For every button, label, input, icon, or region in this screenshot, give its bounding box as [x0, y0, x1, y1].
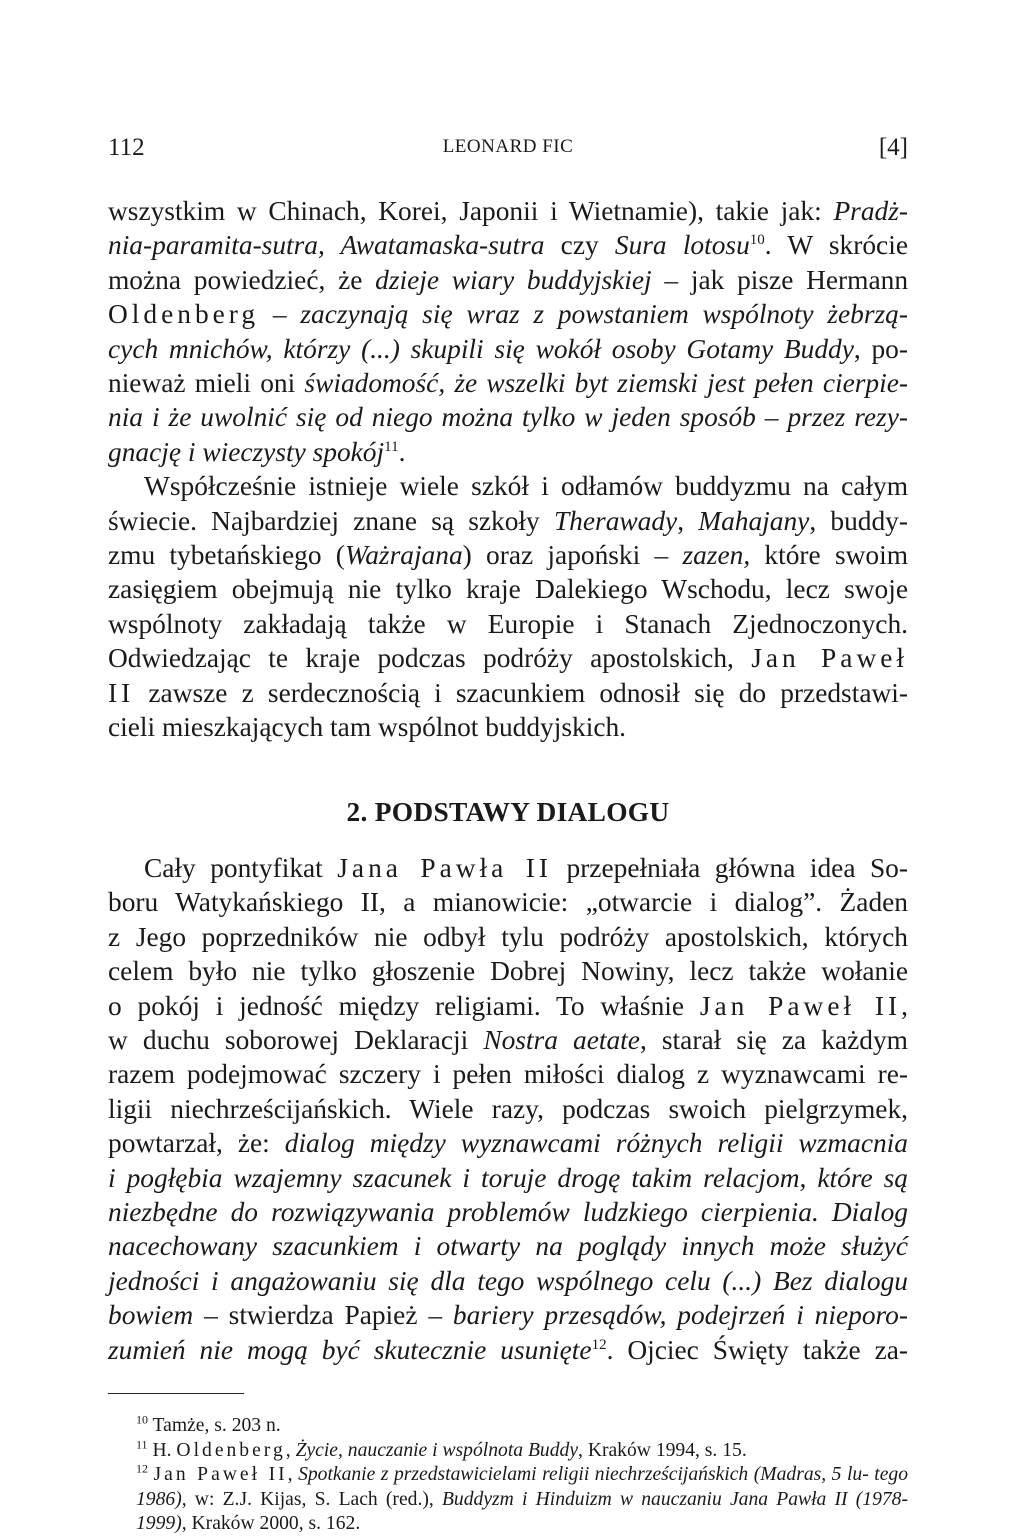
text-line: wspólnoty zakładają także w Europie i Stanach Zjednoczonych.: [108, 608, 908, 639]
text-line: Cały pontyfikat Jana Pawła II przepełniała główna idea So-: [144, 852, 909, 883]
footnote-ref-12: 12: [591, 1336, 607, 1353]
text-line: gnację i wieczysty spokój$^{11}$.: [108, 436, 406, 467]
footnote-ref-10: 10: [749, 232, 765, 249]
text-line: i pogłębia wzajemny szacunek i toruje drogę takim relacjom, które są: [108, 1162, 908, 1193]
text-line: ligii niechrześcijańskich. Wiele razy, podczas swoich pielgrzymek,: [108, 1093, 908, 1124]
text-line: o pokój i jedność między religiami. To właśnie Jan Paweł II,: [108, 990, 909, 1021]
text-line: Oldenberg – zaczynają się wraz z powstaniem wspólnoty żebrzą-: [108, 299, 908, 330]
footnote-divider: [108, 1393, 244, 1394]
text-line: w duchu soborowej Deklaracji Nostra aetate, starał się za każdym: [108, 1024, 908, 1055]
text-line: nacechowany szacunkiem i otwarty na poglądy innych może służyć: [108, 1231, 908, 1262]
text-line: II zawsze z serdecznością i szacunkiem odnosił się do przedstawi-: [108, 677, 908, 708]
text-line: nia i że uwolnić się od niego można tylko w jeden sposób – przez rezy-: [108, 402, 908, 433]
text-line: boru Watykańskiego II, a mianowicie: „otwarcie i dialog”. Żaden: [108, 887, 908, 918]
text-line: cieli mieszkających tam wspólnot buddyjskich.: [108, 712, 627, 743]
main-text: [108, 194, 908, 1367]
text-line: nia-paramita-sutra, Awatamaska-sutra czy Sura lotosu$^{10}$. W skrócie: [108, 230, 908, 261]
text-line: wszystkim w Chinach, Korei, Japonii i Wietnamie), takie jak: Pradż-: [108, 196, 908, 226]
text-line: powtarzał, że: dialog między wyznawcami różnych religii wzmacnia: [108, 1128, 908, 1159]
text-line: Odwiedzając te kraje podczas podróży apostolskich, Jan Paweł: [108, 643, 908, 674]
book-page: [108, 126, 908, 1537]
text-line: zmu tybetańskiego (Ważrajana) oraz japoński – zazen, które swoim: [108, 540, 909, 571]
running-title: LEONARD FIC: [442, 136, 574, 157]
footnote-ref-11: 11: [384, 438, 399, 455]
text-line: cych mnichów, którzy (...) skupili się wokół osoby Gotamy Buddy, po-: [108, 333, 908, 364]
text-line: z Jego poprzedników nie odbył tylu podróży apostolskich, których: [108, 921, 908, 952]
footnote-11: $^{11}$ H. Oldenberg, Życie, nauczanie i wspólnota Buddy, Kraków 1994, s. 15.: [136, 1437, 747, 1461]
text-line: celem było nie tylko głoszenie Dobrej Nowiny, lecz także wołanie: [108, 956, 908, 987]
text-line: razem podejmować szczery i pełen miłości dialog z wyznawcami re-: [108, 1059, 908, 1090]
text-line: można powiedzieć, że dzieje wiary buddyjskiej – jak pisze Hermann: [108, 264, 909, 295]
footnotes: [108, 1414, 908, 1537]
text-line: bowiem – stwierdza Papież – bariery przesądów, podejrzeń i nieporo-: [108, 1300, 908, 1331]
page-number: 112: [108, 134, 145, 161]
footnote-12: $^{12}$ Jan Paweł II, Spotkanie z przedstawicielami religii niechrześcijańskich (Madras, 5 lu- tego 1986), w: Z.J. Kijas, S. Lach (red.), Buddyzm i Hinduizm w nauczaniu Jana Pawła II (1978-1999), Kraków 2000, s. 162.: [136, 1461, 909, 1535]
text-line: niezbędne do rozwiązywania problemów ludzkiego cierpienia. Dialog: [108, 1196, 908, 1227]
text-line: Współcześnie istnieje wiele szkół i odłamów buddyzmu na całym: [144, 471, 908, 502]
section-heading: 2. PODSTAWY DIALOGU: [346, 796, 670, 827]
section-marker: [4]: [878, 134, 908, 161]
running-header: [108, 126, 908, 166]
text-line: zumień nie mogą być skutecznie usunięte$^{12}$. Ojciec Święty także za-: [108, 1334, 909, 1365]
text-line: jedności i angażowaniu się dla tego wspólnego celu (...) Bez dialogu: [108, 1265, 908, 1296]
text-line: zasięgiem obejmują nie tylko kraje Dalekiego Wschodu, lecz swoje: [108, 574, 908, 605]
text-line: świecie. Najbardziej znane są szkoły Therawady, Mahajany, buddy-: [108, 505, 908, 536]
footnote-10: $^{10}$ Tamże, s. 203 n.: [136, 1412, 281, 1436]
text-line: nieważ mieli oni świadomość, że wszelki byt ziemski jest pełen cierpie-: [108, 368, 908, 399]
